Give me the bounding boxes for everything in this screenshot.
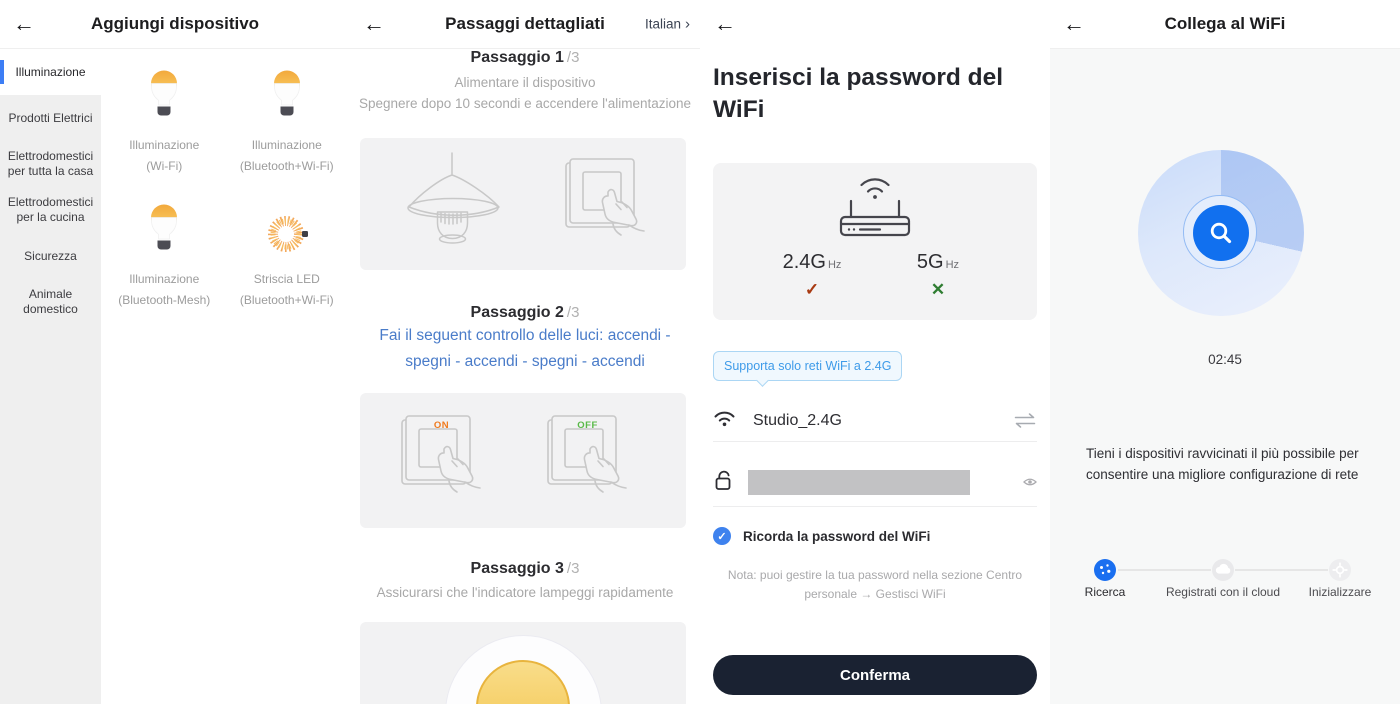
panel-detailed-steps <box>350 0 700 704</box>
back-arrow-icon[interactable]: ← <box>1063 11 1085 36</box>
panel-add-device <box>0 0 350 704</box>
router-icon <box>827 175 923 246</box>
show-password-eye-icon[interactable] <box>1023 477 1037 487</box>
chevron-right-icon: › <box>685 15 690 33</box>
progress-step-init-gear-icon <box>1329 559 1351 581</box>
switch-off-label: OFF <box>577 420 598 431</box>
progress-label-init: Inizializzare <box>1308 585 1372 599</box>
ssid-value: Studio_2.4G <box>753 411 842 429</box>
step3-instruction: Assicurarsi che l'indicatore lampeggi rapidamente <box>376 585 674 600</box>
lock-icon <box>713 469 733 496</box>
band-tooltip: Supporta solo reti WiFi a 2.4G <box>713 351 902 381</box>
connect-body <box>1050 49 1400 704</box>
device-name: Illuminazione <box>129 272 200 286</box>
connect-header <box>1050 0 1400 49</box>
confirm-button[interactable]: Conferma <box>713 655 1037 695</box>
band-24g <box>777 251 847 300</box>
device-connectivity: (Bluetooth-Mesh) <box>118 293 211 307</box>
step2-heading: Passaggio 2 /3 <box>470 304 580 321</box>
device-name: Striscia LED <box>253 272 320 286</box>
step1-heading: Passaggio 1 /3 <box>470 49 580 66</box>
step2-instruction: Fai il seguent controllo delle luci: accendi - spegni - accendi - spegni - accendi <box>379 327 671 370</box>
step1-illustration <box>360 138 686 270</box>
switch-on-label: ON <box>433 420 450 431</box>
page-title: Collega al WiFi <box>1164 14 1286 33</box>
progress-label-search: Ricerca <box>1084 585 1126 599</box>
band-24g-label: 2.4G <box>782 251 826 273</box>
step3-illustration <box>360 622 686 704</box>
remember-password-label: Ricorda la password del WiFi <box>743 528 931 544</box>
remember-password-checkbox[interactable] <box>713 527 930 545</box>
steps-header <box>350 0 700 49</box>
step3-heading: Passaggio 3 /3 <box>470 560 580 577</box>
searching-radar <box>1138 150 1304 316</box>
category-sidebar <box>0 49 101 704</box>
progress-step-cloud-icon <box>1212 559 1234 581</box>
band-5g-unit: Hz <box>945 259 960 271</box>
check-icon: ✓ <box>804 280 820 299</box>
device-led-strip[interactable] <box>226 203 349 311</box>
step2-illustration <box>360 393 686 528</box>
sidebar-item-elettrodomestici-casa[interactable]: Elettrodomestici per tutta la casa <box>7 149 94 178</box>
device-bulb-wifi[interactable] <box>103 69 226 177</box>
device-connectivity: (Bluetooth+Wi-Fi) <box>239 293 334 307</box>
page-title: Passaggi dettagliati <box>445 14 605 33</box>
progress-label-cloud: Registrati con il cloud <box>1165 585 1281 599</box>
device-connectivity: (Wi-Fi) <box>146 159 183 173</box>
checkbox-checked-icon: ✓ <box>713 527 731 545</box>
device-bulb-bt-mesh[interactable] <box>103 203 226 311</box>
proximity-hint: Tieni i dispositivi ravvicinati il più possibile per consentire una migliore configurazione di rete <box>1086 446 1359 482</box>
cross-icon: ✕ <box>930 280 946 299</box>
countdown-timer: 02:45 <box>1208 352 1242 367</box>
band-24g-unit: Hz <box>827 259 842 271</box>
sidebar-item-illuminazione[interactable]: Illuminazione <box>0 49 101 95</box>
step1-line2: Spegnere dopo 10 secondi e accendere l'alimentazione <box>358 96 692 111</box>
add-device-header <box>0 0 350 49</box>
router-band-card <box>713 163 1037 320</box>
step1-line1: Alimentare il dispositivo <box>454 75 596 90</box>
band-5g-label: 5G <box>916 251 944 273</box>
page-title: Inserisci la password del WiFi <box>713 64 1004 123</box>
switch-on-illustration-icon <box>392 409 502 513</box>
ssid-row[interactable] <box>713 400 1037 442</box>
sidebar-item-elettrodomestici-cucina[interactable]: Elettrodomestici per la cucina <box>7 195 94 224</box>
back-arrow-icon[interactable]: ← <box>714 11 736 36</box>
sidebar-item-prodotti-elettrici[interactable]: Prodotti Elettrici <box>8 110 93 125</box>
back-arrow-icon[interactable]: ← <box>363 11 385 36</box>
password-note: Nota: puoi gestire la tua password nella sezione Centro personale → Gestisci WiFi <box>727 568 1023 601</box>
switch-press-illustration-icon <box>556 152 666 256</box>
password-row <box>713 458 1037 507</box>
language-selector[interactable] <box>645 16 690 33</box>
back-arrow-icon[interactable]: ← <box>13 11 35 36</box>
step3-total: /3 <box>566 560 580 577</box>
device-bulb-bt-wifi[interactable] <box>226 69 349 177</box>
progress-connector <box>1235 569 1328 571</box>
device-name: Illuminazione <box>251 138 322 152</box>
band-5g <box>903 251 973 300</box>
bulb-icon <box>266 69 308 123</box>
lamp-illustration-icon <box>382 150 522 263</box>
progress-step-search-icon <box>1094 559 1116 581</box>
wifi-icon <box>713 409 736 432</box>
password-input[interactable] <box>748 470 970 495</box>
language-label: Italian <box>644 16 681 32</box>
panel-connect-wifi <box>1050 0 1400 704</box>
step2-total: /3 <box>566 304 580 321</box>
sidebar-item-animale-domestico[interactable]: Animale domestico <box>23 287 78 316</box>
band-options <box>713 251 1037 300</box>
device-name: Illuminazione <box>129 138 200 152</box>
bulb-icon <box>143 69 185 123</box>
progress-connector <box>1118 569 1211 571</box>
step1-total: /3 <box>566 49 580 66</box>
device-grid <box>101 49 350 704</box>
panel-wifi-password <box>700 0 1050 704</box>
switch-off-illustration-icon <box>538 409 648 513</box>
bulb-icon <box>143 203 185 257</box>
led-strip-icon <box>264 203 310 257</box>
switch-network-icon[interactable] <box>1013 413 1037 428</box>
sidebar-item-sicurezza[interactable]: Sicurezza <box>24 248 77 263</box>
page-title: Aggiungi dispositivo <box>90 14 260 33</box>
search-icon <box>1193 205 1249 261</box>
device-connectivity: (Bluetooth+Wi-Fi) <box>239 159 334 173</box>
